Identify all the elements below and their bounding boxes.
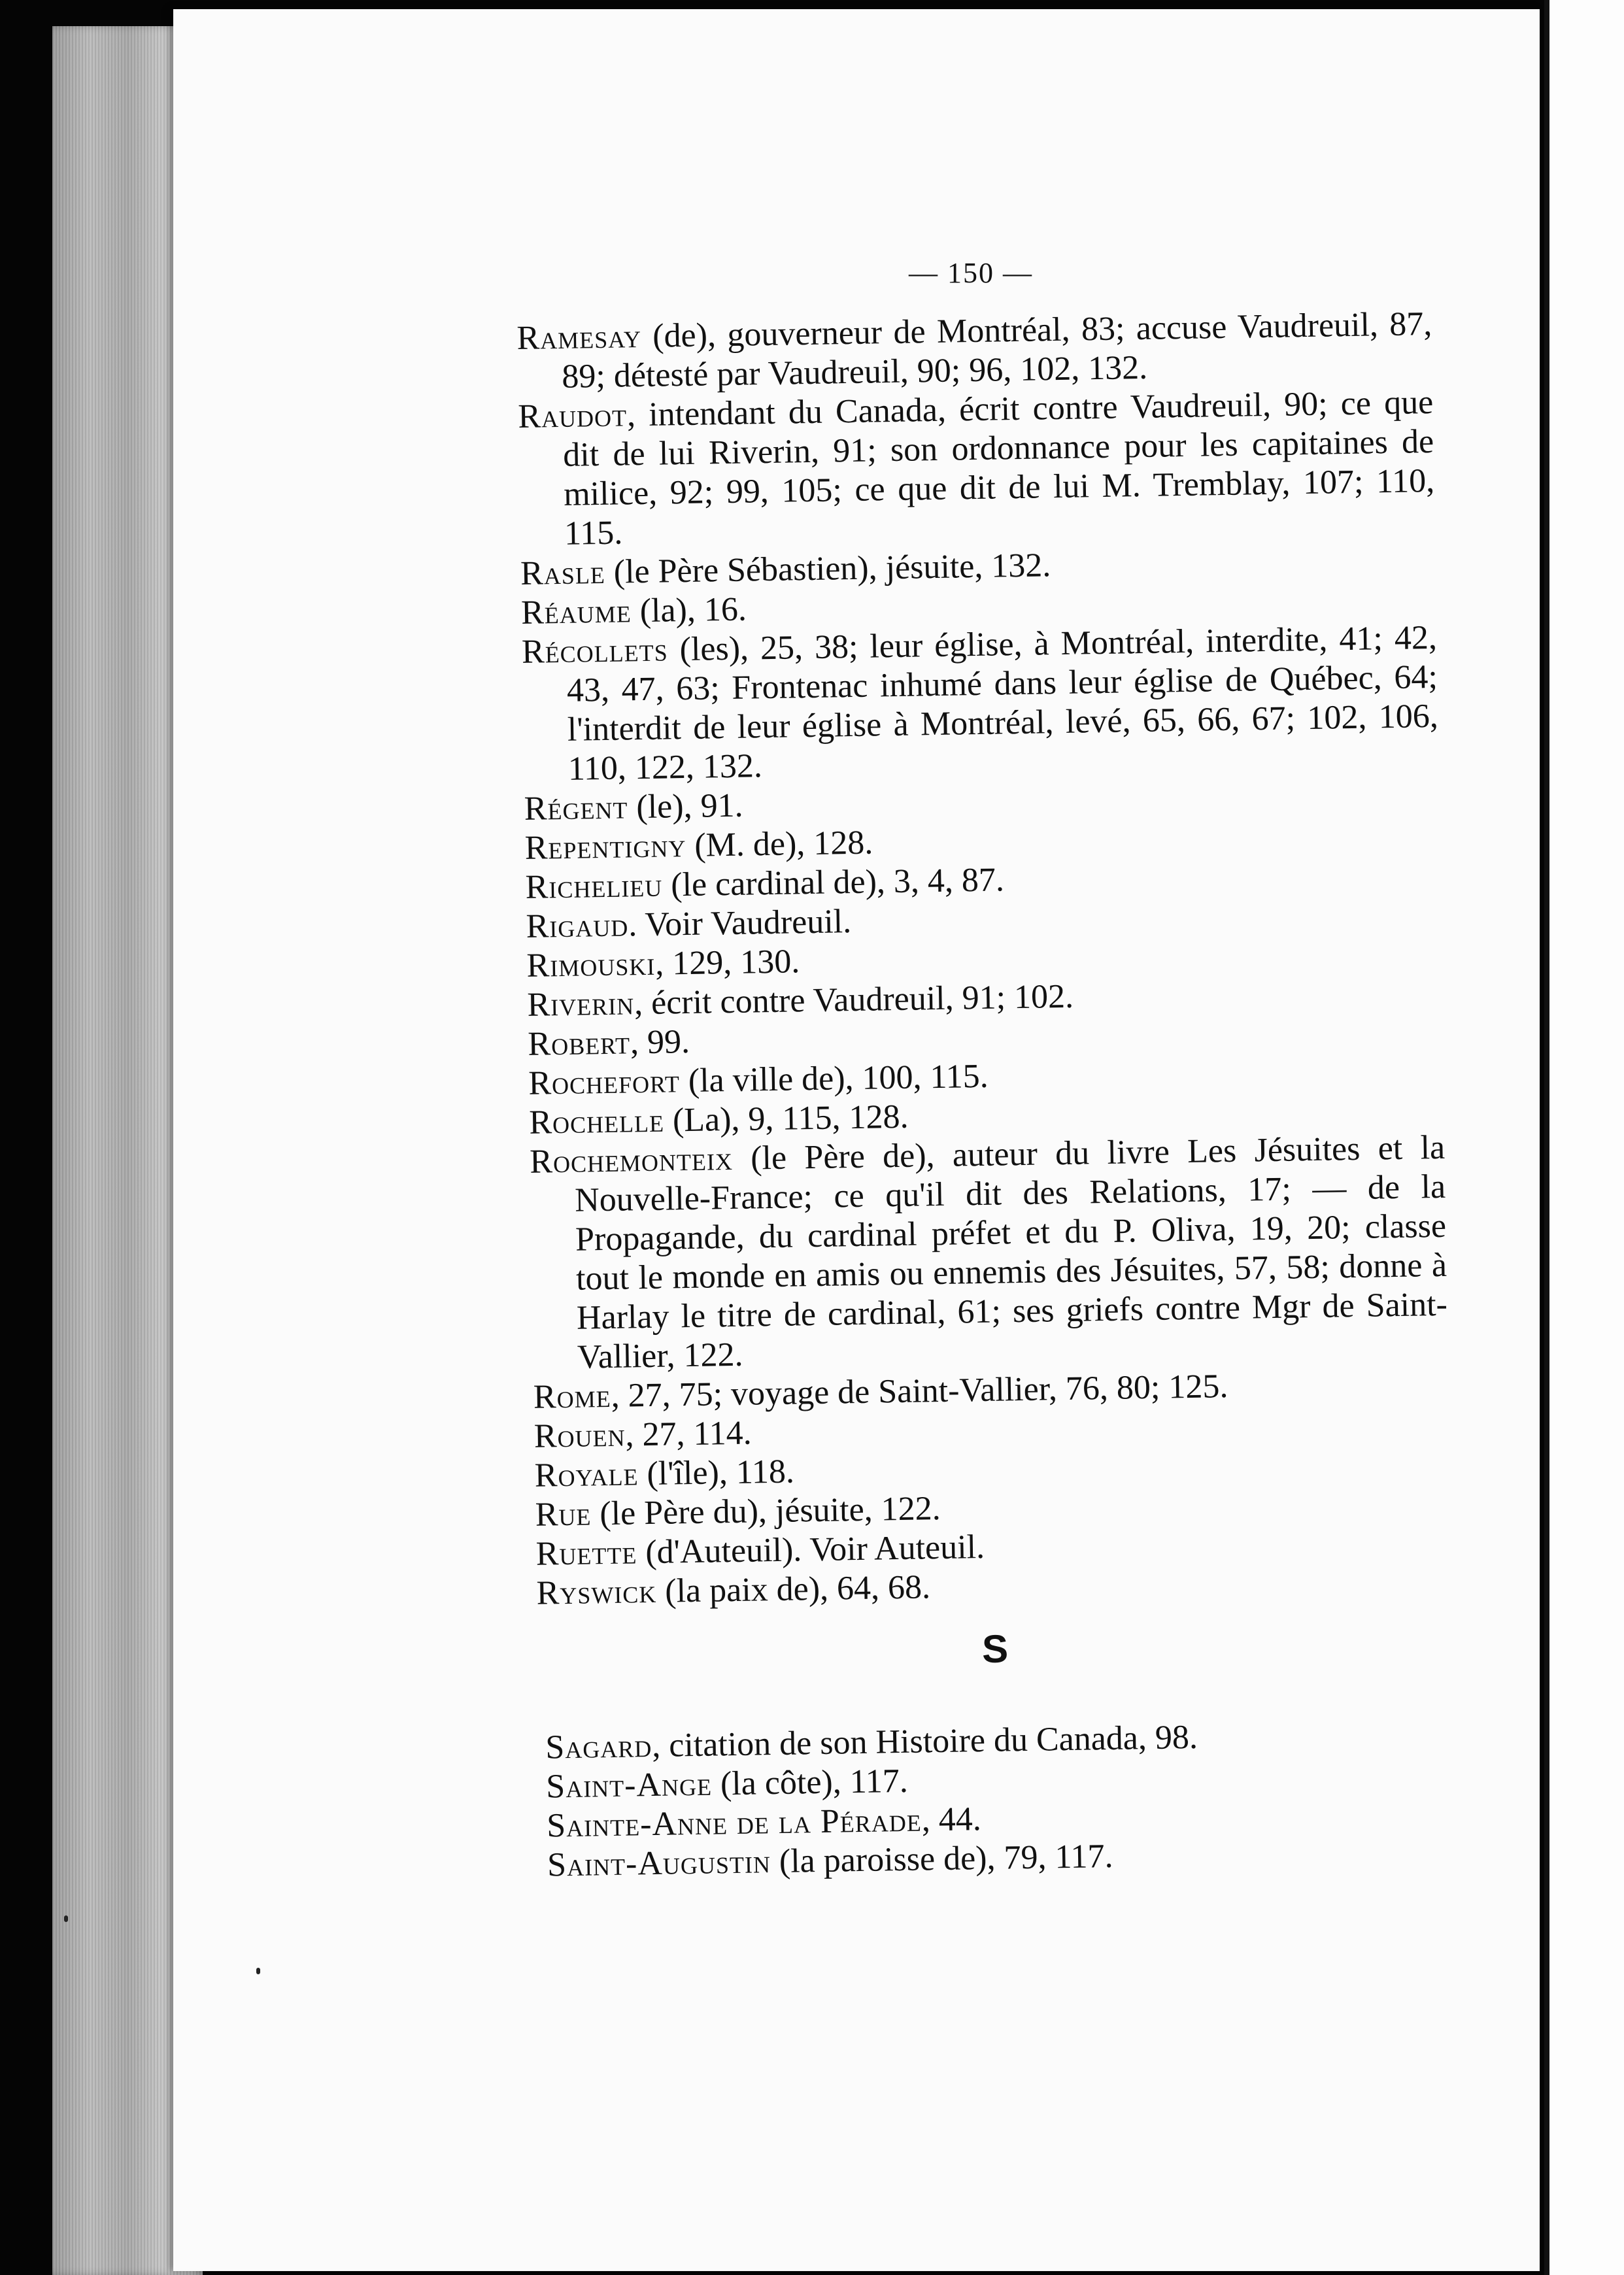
section-letter: S [981, 1626, 1009, 1672]
index-entry-text: (la ville de), 100, 115. [679, 1057, 989, 1100]
index-content [516, 305, 1456, 1885]
index-entry-text: , citation de son Histoire du Canada, 98. [651, 1718, 1198, 1765]
index-entry-text: (La), 9, 115, 128. [664, 1098, 909, 1139]
index-entry-heading: Régent [524, 788, 628, 828]
index-entry-text: (la paix de), 64, 68. [656, 1568, 931, 1610]
index-entry-heading: Royale [534, 1455, 639, 1494]
index-section-s [545, 1714, 1457, 1885]
index-entry [530, 1128, 1448, 1378]
index-entry-text: , intendant du Canada, écrit contre Vaudreuil, 90; ce que dit de lui Riverin, 91; son ordonnance pour les capitaines de milice, 92; 99, 105; ce que dit de lui M. Tremblay, 107; 110, 115. [562, 383, 1435, 552]
index-entry-text: (le), 91. [627, 786, 744, 826]
index-entry-heading: Robert [527, 1024, 631, 1063]
index-entry-heading: Repentigny [524, 827, 686, 867]
index-entry-text: , 27, 75; voyage de Saint-Vallier, 76, 80; 125. [611, 1368, 1228, 1415]
index-section-r [516, 305, 1452, 1613]
index-entry [516, 305, 1433, 397]
index-entry-heading: Rochefort [528, 1062, 681, 1102]
index-entry-text: (les), 25, 38; leur église, à Montréal, interdite, 41; 42, 43, 47, 63; Frontenac inhumé dans leur église de Québec, 64; l'interdit de leur église à Montréal, levé, 65, 66, 67; 102, 106, 110, 122, 132. [566, 618, 1439, 788]
index-entry-text: , 129, 130. [654, 943, 800, 983]
index-entry-heading: Raudot [517, 396, 628, 435]
index-entry-heading: Ramesay [516, 318, 642, 357]
index-entry-heading: Rimouski [526, 945, 656, 985]
index-entry-text: (de), gouverneur de Montréal, 83; accuse Vaudreuil, 87, 89; détesté par Vaudreuil, 90; 96, 102, 132. [561, 305, 1432, 396]
index-entry-heading: Rouen [533, 1416, 626, 1455]
index-entry-text: (la paroisse de), 79, 117. [770, 1837, 1113, 1881]
index-entry-heading: Sagard [545, 1727, 652, 1766]
page-number: — 150 — [909, 257, 1033, 289]
index-entry-text: , 99. [630, 1022, 690, 1062]
index-entry-heading: Rome [533, 1377, 612, 1416]
index-entry-text: (le cardinal de), 3, 4, 87. [662, 861, 1005, 904]
facing-page-edge [1544, 0, 1624, 2275]
index-entry-heading: Saint-Ange [545, 1765, 713, 1806]
index-entry-text: (le Père de), auteur du livre Les Jésuites et la Nouvelle-France; ce qu'il dit des Relations, 17; — de la Propagande, du cardinal préfet et du P. Oliva, 19, 20; classe tout le monde en amis ou ennemis des Jésuites, 57, 58; donne à Harlay le titre de cardinal, 61; ses griefs contre Mgr de Saint-Vallier, 122. [574, 1128, 1448, 1376]
index-entry-heading: Rochelle [528, 1102, 665, 1141]
index-entry-heading: Sainte-Anne de la Pérade [546, 1801, 922, 1845]
index-entry-text: (la), 16. [631, 590, 747, 630]
index-entry [522, 618, 1440, 790]
index-entry-text: (d'Auteuil). Voir Auteuil. [636, 1528, 985, 1572]
index-entry-heading: Récollets [521, 631, 669, 671]
index-entry-heading: Rasle [520, 553, 606, 592]
index-entry-heading: Rue [535, 1495, 592, 1534]
index-entry-text: (le Père du), jésuite, 122. [590, 1490, 941, 1533]
index-entry-heading: Réaume [520, 592, 632, 632]
scan-speck [64, 1915, 68, 1922]
index-entry-text: (M. de), 128. [685, 824, 873, 865]
scan-speck [256, 1968, 260, 1974]
index-entry-heading: Ruette [535, 1534, 637, 1573]
index-entry [518, 383, 1436, 554]
index-entry-heading: Ryswick [536, 1572, 657, 1612]
index-entry-text: (le Père Sébastien), jésuite, 132. [605, 547, 1051, 591]
index-entry-text: , écrit contre Vaudreuil, 91; 102. [634, 977, 1074, 1022]
index-entry-text: . Voir Vaudreuil. [628, 903, 852, 944]
index-entry-heading: Saint-Augustin [547, 1843, 771, 1884]
index-entry-text: , 44. [921, 1800, 982, 1839]
index-entry-heading: Rochemonteix [529, 1139, 734, 1181]
index-entry-heading: Rigaud [526, 906, 629, 945]
index-entry-heading: Richelieu [525, 866, 663, 906]
index-entry-text: (la côte), 117. [711, 1762, 909, 1803]
index-entry-text: (l'île), 118. [637, 1453, 795, 1493]
index-entry-text: , 27, 114. [625, 1414, 753, 1454]
index-entry-heading: Riverin [527, 985, 635, 1024]
